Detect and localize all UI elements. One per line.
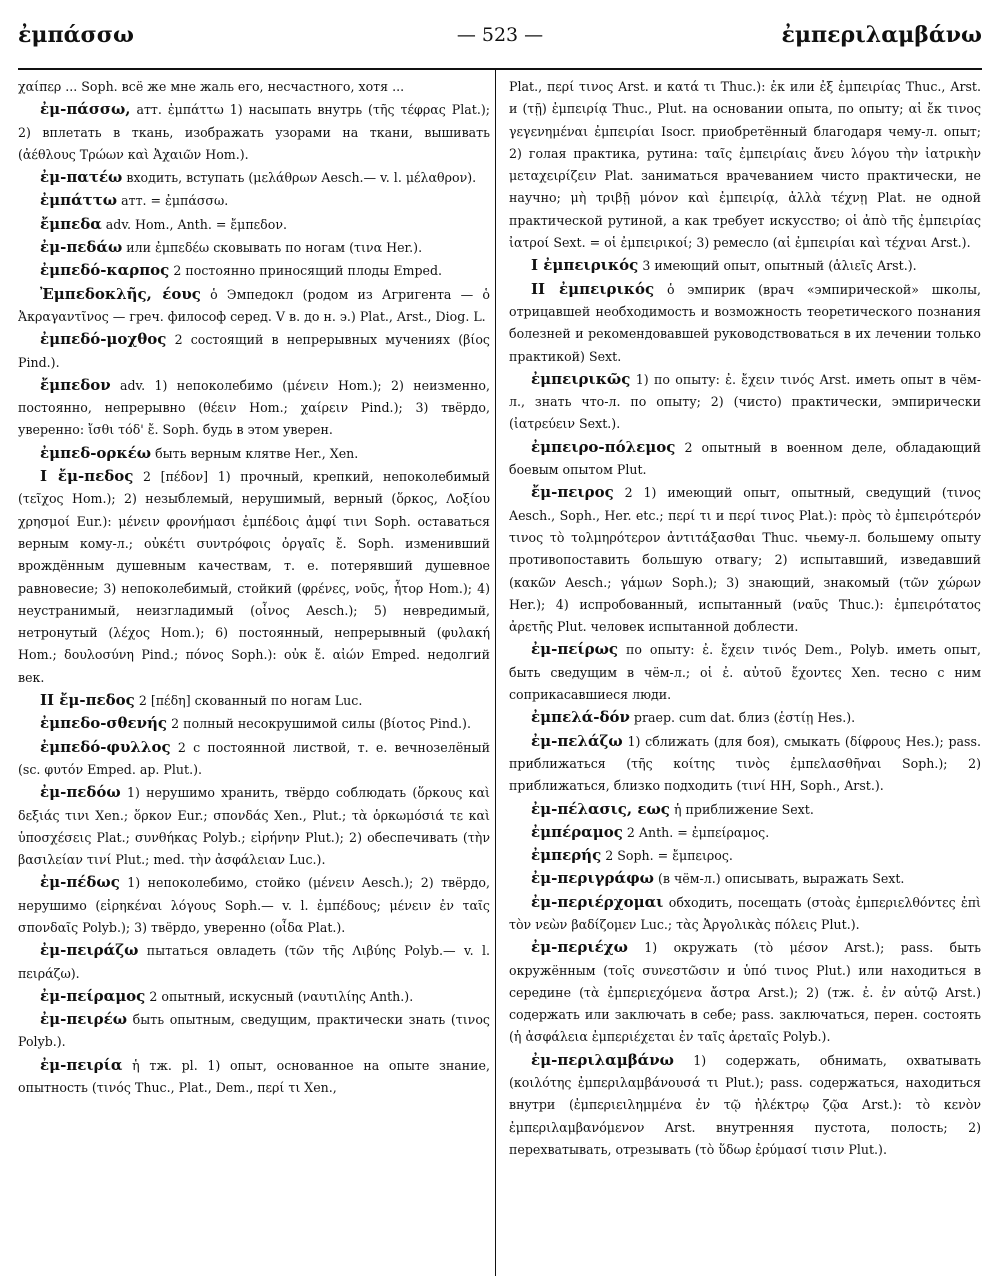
entry-definition: 1) сближать (для боя), смыкать (δίφρους Hes.); pass. приближаться (τῆς κοίτης τινὸς ἐμπελασθῆναι Soph.); 2) приближаться, близко подходить (τινί HH, Soph., Arst.). — [509, 733, 981, 794]
dictionary-entry — [509, 481, 981, 638]
entry-definition: ὁ эмпирик (врач «эмпирической» школы, отрицавшей необходимость и возможность теоретического познания болезней и рекомендовавшей руководствоваться в их лечении только практикой) Sext. — [509, 281, 981, 364]
entry-definition: пытаться овладеть (τῶν τῆς Λιβύης Polyb.— v. l. πειράζω). — [18, 943, 490, 981]
dictionary-entry — [509, 368, 981, 436]
entry-headword: ἐμ-πέλασις, εως — [531, 799, 670, 818]
entry-definition: 2 постоянно приносящий плоды Emped. — [173, 263, 443, 279]
entry-definition: 2 Soph. = ἔμπειρος. — [605, 848, 733, 864]
entry-headword: ἐμ-πείραμος — [40, 986, 146, 1005]
entry-headword: ἐμπερής — [531, 846, 602, 865]
entry-definition: входить, вступать (μελάθρων Aesch.— v. l. μέλαθρον). — [126, 170, 477, 186]
entry-headword: ἐμπεδο-σθενής — [40, 714, 168, 733]
dictionary-entry — [509, 436, 981, 482]
entry-definition: 2 с постоянной листвой, т. е. вечнозелёный (sc. φυτόν Emped. ap. Plut.). — [18, 739, 490, 777]
dictionary-entry — [18, 98, 490, 166]
entry-definition: 2 полный несокрушимой силы (βίοτος Pind.). — [171, 716, 471, 732]
entry-definition: 1) окружать (τὸ μέσον Arst.); pass. быть окружённым (τοῖς συνεστῶσιν и ὑπό τινος Plut.) или находиться в середине (τὰ ἐμπεριεχόμενα ἄστρα Arst.); 2) (тж. ἐ. ἐν αὑτῷ Arst.) содержать или заключать в себе; pass. заключаться, перен. состоять (ἡ ἀσφάλεια ἐμπεριέχεται ἐν ταῖς ἀρεταῖς Polyb.). — [509, 940, 981, 1045]
entry-headword: ἐμ-πέδως — [40, 873, 120, 892]
entry-definition: 1) нерушимо хранить, твёрдо соблюдать (ὅρκους καὶ δεξιάς τινι Xen.; ὅρκον Eur.; σπονδάς Xen., Plut.; τὰ ὁρκωμόσιά τε καὶ ὑποσχέσεις Plat.; συνθήκας Polyb.; εἰρήνην Plut.); 2) обеспечивать (τὴν βασιλείαν τινί Plut.; med. τὴν ἀσφάλειαν Luc.). — [18, 785, 490, 868]
entry-headword: ἐμ-πεδάω — [40, 238, 123, 257]
entry-headword: ἐμ-περιλαμβάνω — [531, 1050, 674, 1069]
dictionary-entry — [18, 442, 490, 465]
entry-headword: ἐμ-πεδόω — [40, 783, 121, 802]
entry-headword: I ἐμπειρικός — [531, 256, 639, 275]
dictionary-entry — [18, 283, 490, 329]
entry-definition: 1) содержать, обнимать, охватывать (κοιλότης ἐμπεριλαμβάνουσά τι Plut.); pass. содержаться, находиться внутри (ἐμπεριειλημμένα ἐν τῷ ἠλέκτρῳ ζῷα Arst.): τὸ κενὸν ἐμπεριλαμβανόμενον Arst. внутренняя пустота, полость; 2) перехватывать, отрезывать (τὸ ὕδωρ ἐρύμασί τισιν Plut.). — [509, 1052, 981, 1157]
entry-headword: ἐμπεδό-φυλλος — [40, 737, 171, 756]
dictionary-entry — [18, 712, 490, 735]
entry-definition: 1) непоколебимо, стойко (μένειν Aesch.); 2) твёрдо, нерушимо (εἰρηκέναι λόγους Soph.— v. l. ἐμπέδους; μένειν ἐν ταῖς σπονδαῖς Polyb.); 3) твёрдо, уверенно (οἶδα Plat.). — [18, 875, 490, 935]
entry-headword: ἔμ-πειρος — [531, 483, 614, 502]
entry-headword: ἐμπεδό-μοχθος — [40, 330, 167, 349]
dictionary-entry — [18, 166, 490, 189]
entry-definition: обходить, посещать (στοὰς ἐμπεριελθόντες ἐπὶ τὸν νεὼν βαδίζομεν Luc.; τὰς Ἀργολικὰς πόλεις Plut.). — [509, 894, 981, 932]
dictionary-entry — [509, 254, 981, 277]
page-number: — 523 — — [456, 24, 544, 46]
entry-definition: 3 имеющий опыт, опытный (ἁλιεῖς Arst.). — [642, 258, 917, 274]
entry-headword: ἐμπάττω — [40, 191, 118, 210]
entry-headword: ἐμ-περιέχω — [531, 938, 628, 957]
entry-definition: 2 опытный, искусный (ναυτιλίης Anth.). — [149, 988, 414, 1004]
right-column — [509, 76, 981, 1276]
dictionary-entry — [509, 278, 981, 368]
entry-headword: I ἔμ-πεδος — [40, 467, 134, 486]
entry-headword: Ἐμπεδοκλῆς, έους — [40, 284, 201, 303]
entry-definition: атт. ἐμπάττω 1) насыпать внутрь (τῆς τέφρας Plat.); 2) вплетать в ткань, изображать узорами на ткани, вышивать (ἀέθλους Τρώων καὶ Ἀχαιῶν Hom.). — [18, 102, 490, 162]
dictionary-entry — [18, 189, 490, 212]
dictionary-entry — [18, 689, 490, 712]
dictionary-entry — [509, 844, 981, 867]
entry-headword: ἐμπειρο-πόλεμος — [531, 437, 676, 456]
entry-definition: 2 Anth. = ἐμπείραμος. — [626, 824, 770, 840]
left-running-headword: ἐμπάσσω — [18, 22, 134, 48]
page-header — [18, 22, 982, 52]
entry-headword: ἐμπεδό-καρπος — [40, 261, 170, 280]
entry-definition: adv. 1) непоколебимо (μένειν Hom.); 2) неизменно, постоянно, непрерывно (θέειν Hom.; χαίρειν Pind.); 3) твёрдо, уверенно: ἴσθι τόδ' ἔ. Soph. будь в этом уверен. — [18, 377, 490, 438]
entry-headword: ἐμ-πάσσω, — [40, 100, 131, 119]
dictionary-entry — [18, 259, 490, 282]
entry-definition: Plat., περί τινος Arst. и κατά τι Thuc.): ἐκ или ἐξ ἐμπειρίας Thuc., Arst. и (τῇ) ἐμπειρίᾳ Thuc., Plut. на основании опыта, по опыту; αἱ ἔκ τινος γεγενημέναι ἐμπειρίαι Isocr. приобретённый благодаря чему-л. опыт; 2) голая практика, рутина: ταῖς ἐμπειρίαις ἄνευ λόγου τὴν ἰατρικὴν μεταχειρίζειν Plat. заниматься врачеванием чисто практически, не научно; μὴ τριβῇ μόνον καὶ ἐμπειρίᾳ, ἀλλὰ τέχνῃ Plat. не одной практической рутиной, а как требует искусство; οἱ ἀπὸ τῆς ἐμπειρίας ἰατροί Sext. = οἱ ἐμπειρικοί; 3) ремесло (αἱ ἐμπειρίαι καὶ τέχναι Arst.). — [509, 79, 981, 251]
dictionary-entry — [509, 706, 981, 729]
entry-definition: 1) по опыту: ἐ. ἔχειν τινός Arst. иметь опыт в чём-л., знать что-л. по опыту; 2) (чисто) практически, эмпирически (ἰατρεύειν Sext.). — [509, 371, 981, 432]
dictionary-entry — [509, 936, 981, 1048]
entry-headword: ἐμπέραμος — [531, 822, 623, 841]
entry-headword: ἔμπεδα — [40, 214, 102, 233]
entry-definition: adv. Hom., Anth. = ἔμπεδον. — [105, 216, 287, 232]
entry-headword: ἐμ-πείρως — [531, 640, 619, 659]
entry-headword: ἐμ-πελάζω — [531, 731, 623, 750]
entry-headword: ἐμ-πειρέω — [40, 1010, 128, 1029]
entry-definition: 2 1) имеющий опыт, опытный, сведущий (τινος Aesch., Soph., Her. etc.; περί τι и περί τινος Plat.): πρὸς τὸ ἐμπειρότερόν τινος τὸ τολμηρότερον ἀντιτάξασθαι Thuc. чьему-л. большему опыту противопоставить большую отвагу; 2) испытавший, изведавший (κακῶν Aesch.; γάμων Soph.); 3) знающий, знакомый (τῶν χώρων Her.); 4) испробованный, испытанный (ναῦς Thuc.): ἐμπειρότατος ἀρετῆς Plut. человек испытанной доблести. — [509, 485, 981, 635]
dictionary-entry — [18, 465, 490, 689]
entry-definition: 2 [πέδον] 1) прочный, крепкий, непоколебимый (τεῖχος Hom.); 2) незыблемый, нерушимый, верный (ὅρκος, Λοξίου χρησμοί Eur.): μένειν φρονήμασι ἐμπέδοις ἀμφί τινι Soph. оставаться верным кому-л.; οὐκέτι συντρόφοις ὀργαῖς ἔ. Soph. изменивший врождённым душевным качествам, т. е. потерявший душевное равновесие; 3) непоколебимый, стойкий (φρένες, νοῦς, ἦτορ Hom.); 4) неустранимый, неизгладимый (οἶνος Aesch.); 5) невредимый, нетронутый (λέχος Hom.); 6) постоянный, непрерывный (φυλακή Hom.; δουλοσύνη Pind.; πόνος Soph.): οὐκ ἔ. αἰών Emped. недолгий век. — [18, 469, 490, 685]
entry-headword: ἐμπεδ-ορκέω — [40, 443, 152, 462]
dictionary-entry — [18, 871, 490, 939]
dictionary-entry — [18, 374, 490, 442]
dictionary-entry — [509, 730, 981, 798]
entry-definition: быть верным клятве Her., Xen. — [155, 445, 359, 461]
entry-definition: 2 опытный в военном деле, обладающий боевым опытом Plut. — [509, 439, 981, 478]
column-divider — [495, 70, 496, 1276]
dictionary-entry — [18, 236, 490, 259]
entry-headword: ἐμ-πατέω — [40, 168, 123, 187]
dictionary-entry — [509, 76, 981, 254]
dictionary-entry — [18, 213, 490, 236]
entry-definition: praep. cum dat. близ (ἑστίῃ Hes.). — [633, 710, 856, 726]
dictionary-entry — [18, 328, 490, 374]
dictionary-entry — [18, 1008, 490, 1054]
header-rule — [18, 68, 982, 70]
dictionary-entry — [18, 76, 490, 98]
entry-headword: II ἐμπειρικός — [531, 279, 655, 298]
entry-headword: ἐμ-πειρία — [40, 1055, 123, 1074]
entry-definition: 2 [πέδη] скованный по ногам Luc. — [138, 693, 363, 709]
entry-headword: ἐμ-περιέρχομαι — [531, 892, 664, 911]
dictionary-entry — [18, 985, 490, 1008]
dictionary-entry — [509, 867, 981, 890]
entry-headword: II ἔμ-πεδος — [40, 691, 135, 710]
entry-definition: или ἐμπεδέω сковывать по ногам (τινα Her.). — [126, 240, 423, 256]
entry-headword: ἐμπειρικῶς — [531, 369, 631, 388]
entry-headword: ἐμπελά-δόν — [531, 708, 630, 727]
entry-definition: ἡ тж. pl. 1) опыт, основанное на опыте знание, опытность (τινός Thuc., Plat., Dem., περί τι Xen., — [18, 1057, 490, 1096]
entry-headword: ἔμπεδον — [40, 375, 111, 394]
entry-definition: по опыту: ἐ. ἔχειν τινός Dem., Polyb. иметь опыт, быть сведущим в чём-л.; οἱ ἐ. αὐτοῦ ἔχοντες Xen. тесно с ним соприкасавшиеся люди. — [509, 642, 981, 703]
entry-headword: ἐμ-πειράζω — [40, 941, 139, 960]
dictionary-entry — [509, 821, 981, 844]
entry-definition: быть опытным, сведущим, практически знать (τινος Polyb.). — [18, 1012, 490, 1050]
left-column — [18, 76, 490, 1276]
entry-definition: атт. = ἐμπάσσω. — [121, 193, 229, 209]
dictionary-entry — [18, 736, 490, 782]
entry-definition: 2 состоящий в непрерывных мучениях (βίος Pind.). — [18, 332, 490, 370]
dictionary-entry — [18, 939, 490, 985]
dictionary-entry — [18, 781, 490, 871]
entry-definition: (в чём-л.) описывать, выражать Sext. — [657, 871, 905, 887]
dictionary-entry — [509, 1049, 981, 1161]
entry-definition: χαίπερ ... Soph. всё же мне жаль его, несчастного, хотя ... — [18, 79, 405, 94]
dictionary-entry — [509, 891, 981, 937]
entry-definition: ὁ Эмпедокл (родом из Агригента — ὁ Ἀκραγαντῖνος — греч. философ серед. V в. до н. э.) Plat., Arst., Diog. L. — [18, 286, 490, 324]
entry-headword: ἐμ-περιγράφω — [531, 869, 654, 888]
dictionary-entry — [18, 1054, 490, 1100]
right-running-headword: ἐμπεριλαμβάνω — [781, 22, 982, 48]
dictionary-entry — [509, 798, 981, 821]
dictionary-entry — [509, 638, 981, 706]
entry-definition: ἡ приближение Sext. — [673, 801, 814, 817]
